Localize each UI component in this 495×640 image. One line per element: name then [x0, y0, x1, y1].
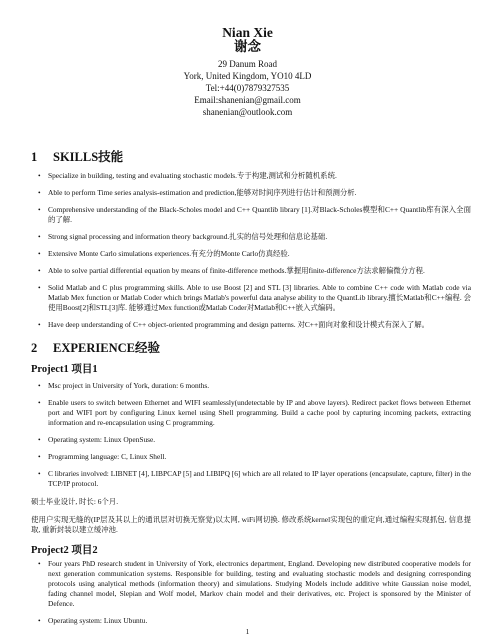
- address-line-1: 29 Danum Road: [218, 59, 277, 69]
- project1-cn-description: 使用户实现无缝的(IP层及其以上的通讯层对切换无察觉)以太网, wiFi网切换. 修改系统kernel实现包的重定向,通过编程实现抓包, 信息提取, 重新封装以建立缓冲池.: [31, 515, 471, 534]
- project2-title: Project2 项目2: [31, 545, 98, 556]
- list-item: [38, 452, 471, 462]
- skills-list: [31, 171, 471, 330]
- list-item: [38, 249, 471, 259]
- list-item: [38, 320, 471, 330]
- bullet-icon: •: [38, 266, 41, 275]
- content: [31, 150, 471, 626]
- phone: Tel:+44(0)7879327535: [205, 83, 290, 93]
- project2-list: [31, 559, 471, 626]
- list-item: [38, 398, 471, 428]
- bullet-icon: •: [38, 171, 41, 180]
- list-item: [38, 232, 471, 242]
- skills-heading: [31, 150, 471, 165]
- list-item-text: Have deep understanding of C++ object-oriented programming and design patterns. 对C++面向对象和设计模式有深入了解。: [48, 320, 430, 329]
- experience-number: 2: [31, 341, 38, 355]
- bullet-icon: •: [38, 616, 41, 625]
- skills-title: SKILLS技能: [53, 150, 124, 164]
- project1-list: [31, 381, 471, 489]
- list-item-text: Strong signal processing and information theory background.扎实的信号处理和信息论基础.: [48, 232, 328, 241]
- list-item: [38, 266, 471, 276]
- list-item: [38, 616, 471, 626]
- list-item: [38, 559, 471, 609]
- list-item-text: Able to solve partial differential equation by means of finite-difference methods.掌握用finite-difference方法求解偏微分方程.: [48, 266, 425, 275]
- list-item: [38, 283, 471, 313]
- skills-number: 1: [31, 150, 38, 164]
- bullet-icon: •: [38, 435, 41, 444]
- experience-title: EXPERIENCE经验: [53, 341, 160, 355]
- list-item: [38, 188, 471, 198]
- list-item-text: Programming language: C, Linux Shell.: [48, 452, 167, 461]
- list-item-text: Solid Matlab and C plus programming skills. Able to use Boost [2] and STL [3] libraries. Able to combine C++ code with Matlab code via Matlab Mex function or Matlab Coder which brings Matlab's powerful data analyse ability to the QuantLib library.擅长Matlab和C++编程. 会使用Boost[2]和STL[3]库. 能够通过Mex function或Matlab Coder对Matlab和C++嵌入式编码。: [48, 283, 471, 312]
- list-item-text: Four years PhD research student in University of York, electronics department, England. Developing new distributed cooperative models for next generation communication systems. Responsible for building, testing and evaluating stochastic models and designing corresponding protocols using analytical methods (information theory) and simulations. Studying Models include additive white Gaussian noise model, fading channel model, Slepian and Wolf model, Markov chain model and their derivatives, etc. Project is sponsored by the Minister of Defence.: [48, 559, 471, 608]
- bullet-icon: •: [38, 188, 41, 197]
- bullet-icon: •: [38, 232, 41, 241]
- list-item-text: C libraries involved: LIBNET [4], LIBPCAP [5] and LIBIPQ [6] which are all related to IP layer operations (encapsulate, capture, filter) in the TCP/IP protocol.: [48, 469, 471, 488]
- list-item-text: Msc project in University of York, duration: 6 months.: [48, 381, 210, 390]
- bullet-icon: •: [38, 559, 41, 568]
- bullet-icon: •: [38, 398, 41, 407]
- list-item: [38, 205, 471, 225]
- list-item-text: Enable users to switch between Ethernet and WIFI seamlessly(undetectable by IP and above layers). Redirect packet flows between Ethernet port and WIFI port by configuring Linux kernel using Shell programming. Build a cache pool by capturing incoming packets, extracting information and re-encapsulation using C programming.: [48, 398, 471, 427]
- project1-title: Project1 项目1: [31, 364, 98, 375]
- bullet-icon: •: [38, 452, 41, 461]
- bullet-icon: •: [38, 205, 41, 214]
- name-chinese: 谢念: [234, 39, 261, 55]
- list-item: [38, 469, 471, 489]
- email-secondary: shanenian@outlook.com: [202, 107, 293, 117]
- address-line-2: York, United Kingdom, YO10 4LD: [183, 71, 312, 81]
- bullet-icon: •: [38, 469, 41, 478]
- list-item: [38, 435, 471, 445]
- page-number: 1: [245, 627, 250, 636]
- list-item-text: Operating system: Linux Ubuntu.: [48, 616, 148, 625]
- list-item-text: Operating system: Linux OpenSuse.: [48, 435, 156, 444]
- email-primary: Email:shanenian@gmail.com: [194, 95, 301, 105]
- project1-cn-duration: 硕士毕业设计, 时长: 6个月.: [31, 497, 119, 506]
- list-item-text: Comprehensive understanding of the Black-Scholes model and C++ Quantlib library [1].对Black-Scholes模型和C++ Quantlib库有深入全面的了解.: [48, 205, 471, 224]
- name-english: Nian Xie: [222, 25, 273, 40]
- bullet-icon: •: [38, 249, 41, 258]
- list-item-text: Able to perform Time series analysis-estimation and prediction,能够对时间序列进行估计和预测分析.: [48, 188, 357, 197]
- list-item: [38, 381, 471, 391]
- bullet-icon: •: [38, 381, 41, 390]
- bullet-icon: •: [38, 320, 41, 329]
- experience-heading: [31, 341, 471, 356]
- list-item-text: Specialize in building, testing and evaluating stochastic models.专于构建,测试和分析随机系统.: [48, 171, 337, 180]
- bullet-icon: •: [38, 283, 41, 292]
- list-item-text: Extensive Monte Carlo simulations experiences.有充分的Monte Carlo仿真经验.: [48, 249, 290, 258]
- list-item: [38, 171, 471, 181]
- header: [0, 26, 495, 118]
